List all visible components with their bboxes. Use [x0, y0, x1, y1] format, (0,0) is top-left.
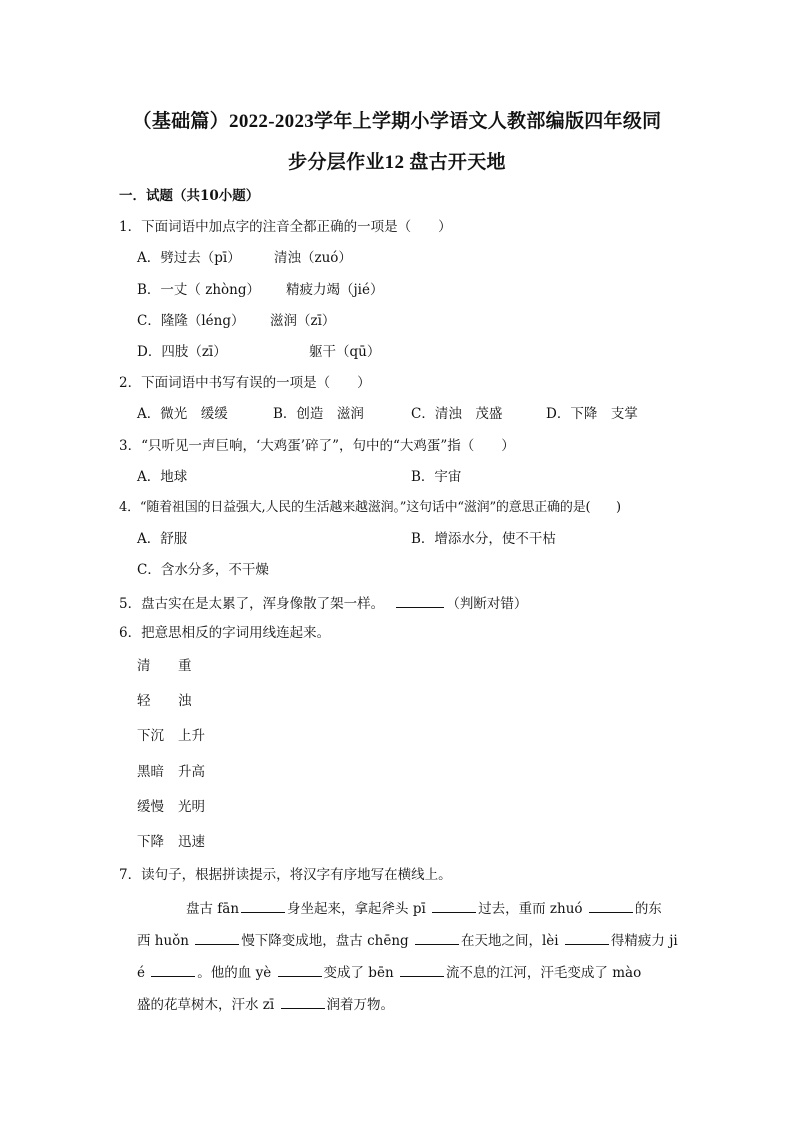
answer-blank[interactable] [241, 898, 285, 913]
q2-option-b: B．创造 滋润 [273, 406, 364, 422]
question-3-stem: 3．“只听见一声巨响，‘大鸡蛋’碎了”，句中的“大鸡蛋”指（ ） [119, 438, 515, 454]
answer-blank[interactable] [565, 930, 609, 945]
question-5-suffix: （判断对错） [446, 596, 528, 612]
question-7-stem: 7．读句子，根据拼读提示，将汉字有序地写在横线上。 [119, 867, 452, 883]
q6-right-word: 升高 [178, 764, 205, 780]
q6-right-word: 光明 [178, 799, 205, 815]
q4-option-c: C．含水分多，不干燥 [137, 562, 269, 578]
question-1-stem: 1．下面词语中加点字的注音全都正确的一项是（ ） [119, 219, 452, 235]
q6-left-word: 下降 [137, 834, 164, 850]
q1-option-b-word2: 精疲力竭（jié） [286, 282, 384, 298]
q7-text: 变成了 bēn [323, 965, 394, 981]
q7-text: é [137, 965, 145, 981]
q3-option-b: B．宇宙 [411, 469, 462, 485]
q1-option-c-word2: 滋润（zī） [270, 313, 336, 329]
q6-right-word: 上升 [178, 728, 205, 744]
q7-text: 得精疲力 ji [610, 933, 678, 949]
q7-text: 的东 [634, 901, 662, 917]
q1-option-a-word2: 清浊（zuó） [274, 250, 352, 266]
q7-text: 在天地之间，lèi [460, 933, 559, 949]
answer-blank[interactable] [432, 898, 476, 913]
answer-blank[interactable] [589, 898, 633, 913]
question-6-stem: 6．把意思相反的字词用线连起来。 [119, 625, 331, 641]
q2-option-d: D．下降 支掌 [546, 406, 638, 422]
q3-option-a: A．地球 [137, 469, 188, 485]
q4-option-a: A．舒服 [137, 531, 188, 547]
section-heading: 一．试题（共10小题） [119, 188, 260, 204]
answer-blank[interactable] [396, 593, 444, 608]
q7-text: 盛的花草树木，汗水 zī [137, 997, 275, 1013]
question-2-stem: 2．下面词语中书写有误的一项是（ ） [119, 375, 371, 391]
q2-option-a: A．微光 缓缓 [137, 406, 228, 422]
q1-option-a-word1: A．劈过去（pī） [137, 250, 241, 266]
q7-text: 西 huǒn [137, 933, 190, 949]
q7-text: 身坐起来，拿起斧头 pī [287, 901, 426, 917]
q4-option-b: B．增添水分，使不干枯 [411, 531, 556, 547]
q2-option-c: C．清浊 茂盛 [411, 406, 503, 422]
q7-passage-line4 [137, 994, 394, 1014]
document-title-line1: （基础篇）2022-2023学年上学期小学语文人教部编版四年级同 [132, 111, 662, 132]
q6-right-word: 迅速 [178, 834, 205, 850]
answer-blank[interactable] [415, 930, 459, 945]
q7-passage-line1 [186, 898, 662, 918]
q6-right-word: 浊 [178, 693, 192, 709]
q7-passage-line3 [137, 962, 641, 982]
answer-blank[interactable] [281, 994, 325, 1009]
q6-left-word: 轻 [137, 693, 151, 709]
q7-passage-line2 [137, 930, 678, 950]
q7-text: 过去，重而 zhuó [478, 901, 583, 917]
q7-text: 。他的血 yè [197, 965, 272, 981]
answer-blank[interactable] [195, 930, 239, 945]
q1-option-b-word1: B．一丈（ zhòng） [137, 282, 260, 298]
q1-option-c-word1: C．隆隆（léng） [137, 313, 245, 329]
question-4-stem: 4．“随着祖国的日益强大,人民的生活越来越滋润。”这句话中“滋润”的意思正确的是( ) [119, 500, 621, 515]
q7-text: 慢下降变成地，盘古 chēng [241, 933, 409, 949]
q6-left-word: 黑暗 [137, 764, 164, 780]
q6-left-word: 缓慢 [137, 799, 164, 815]
q7-text: 流不息的江河，汗毛变成了 mào [445, 965, 642, 981]
q6-left-word: 下沉 [137, 728, 164, 744]
q6-left-word: 清 [137, 658, 151, 674]
q7-text: 盘古 fān [186, 901, 240, 917]
q6-right-word: 重 [178, 658, 192, 674]
answer-blank[interactable] [278, 962, 322, 977]
q1-option-d-word2: 躯干（qū） [309, 344, 381, 360]
q7-text: 润着万物。 [326, 997, 395, 1013]
question-5 [119, 593, 527, 613]
q1-option-d-word1: D．四肢（zī） [137, 344, 227, 360]
answer-blank[interactable] [151, 962, 195, 977]
answer-blank[interactable] [400, 962, 444, 977]
document-title-line2: 步分层作业12 盘古开天地 [288, 152, 506, 173]
question-5-stem: 5．盘古实在是太累了，浑身像散了架一样。 [119, 596, 385, 612]
